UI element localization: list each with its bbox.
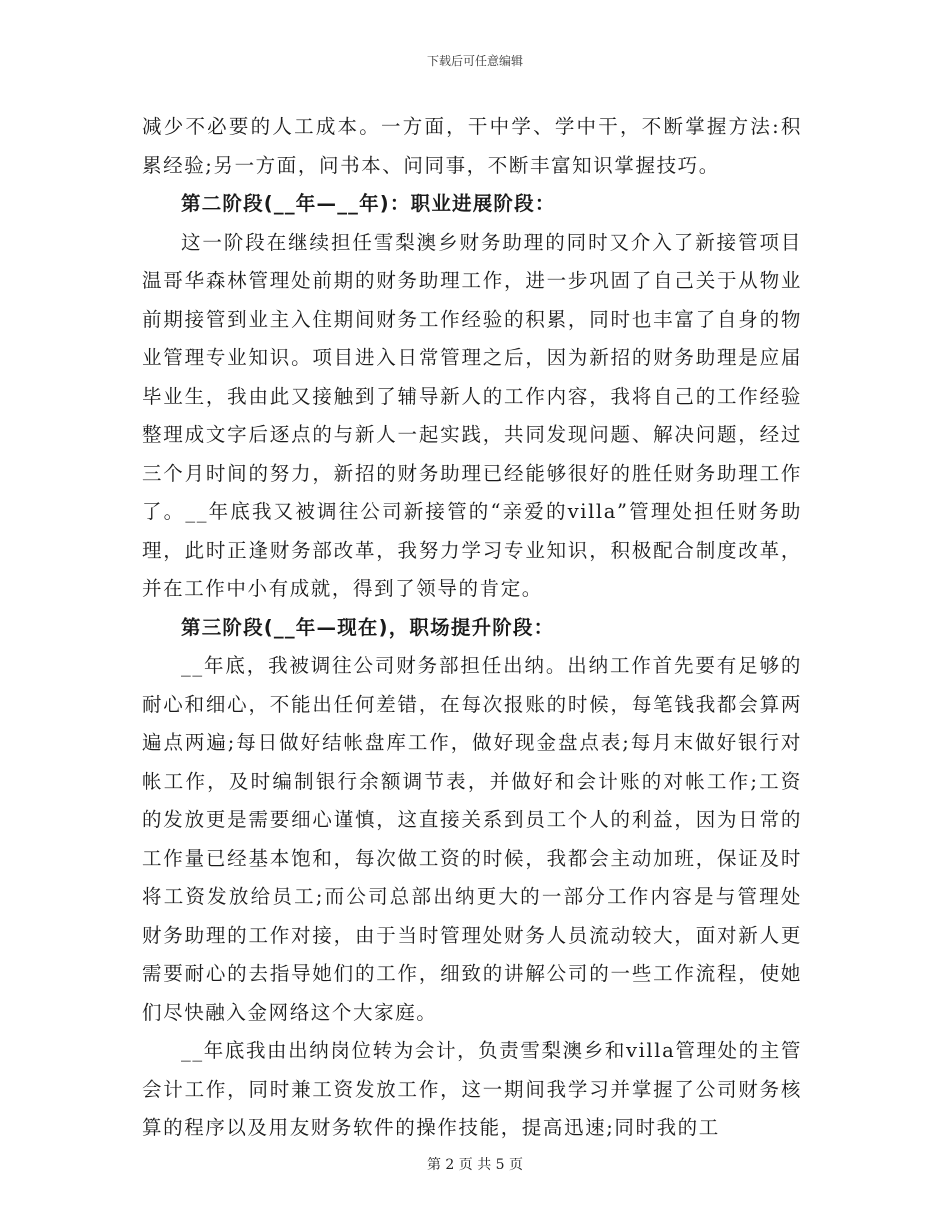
paragraph-intro: 减少不必要的人工成本。一方面，干中学、学中干，不断掌握方法:积累经验;另一方面，问书本、问同事，不断丰富知识掌握技巧。: [142, 115, 802, 177]
paragraph-stage-3: __年底，我被调往公司财务部担任出纳。出纳工作首先要有足够的耐心和细心，不能出任何差错，在每次报账的时候，每笔钱我都会算两遍点两遍;每日做好结帐盘库工作，做好现金盘点表;每月末做好银行对帐工作，及时编制银行余额调节表，并做好和会计账的对帐工作;工资的发放更是需要细心谨慎，这直接关系到员工个人的利益，因为日常的工作量已经基本饱和，每次做工资的时候，我都会主动加班，保证及时将工资发放给员工;而公司总部出纳更大的一部分工作内容是与管理处财务助理的工作对接，由于当时管理处财务人员流动较大，面对新人更需要耐心的去指导她们的工作，细致的讲解公司的一些工作流程，使她们尽快融入金网络这个大家庭。: [142, 654, 802, 1024]
page-number-footer: 第 2 页 共 5 页: [426, 1157, 524, 1173]
paragraph-stage-3-continued: __年底我由出纳岗位转为会计，负责雪梨澳乡和villa管理处的主管会计工作，同时兼工资发放工作，这一期间我学习并掌握了公司财务核算的程序以及用友财务软件的操作技能，提高迅速;同时我的工: [142, 1039, 802, 1139]
paragraph-stage-2: 这一阶段在继续担任雪梨澳乡财务助理的同时又介入了新接管项目温哥华森林管理处前期的财务助理工作，进一步巩固了自己关于从物业前期接管到业主入住期间财务工作经验的积累，同时也丰富了自身的物业管理专业知识。项目进入日常管理之后，因为新招的财务助理是应届毕业生，我由此又接触到了辅导新人的工作内容，我将自己的工作经验整理成文字后逐点的与新人一起实践，共同发现问题、解决问题，经过三个月时间的努力，新招的财务助理已经能够很好的胜任财务助理工作了。__年底我又被调往公司新接管的“亲爱的villa”管理处担任财务助理，此时正逢财务部改革，我努力学习专业知识，积极配合制度改革，并在工作中小有成就，得到了领导的肯定。: [142, 230, 802, 600]
page-header: 下载后可任意编辑: [426, 54, 523, 68]
document-body: [142, 108, 802, 1148]
section-heading-stage-2: 第二阶段(__年—__年)：职业进展阶段：: [181, 192, 556, 215]
section-heading-stage-3: 第三阶段(__年—现在)，职场提升阶段：: [181, 615, 555, 639]
